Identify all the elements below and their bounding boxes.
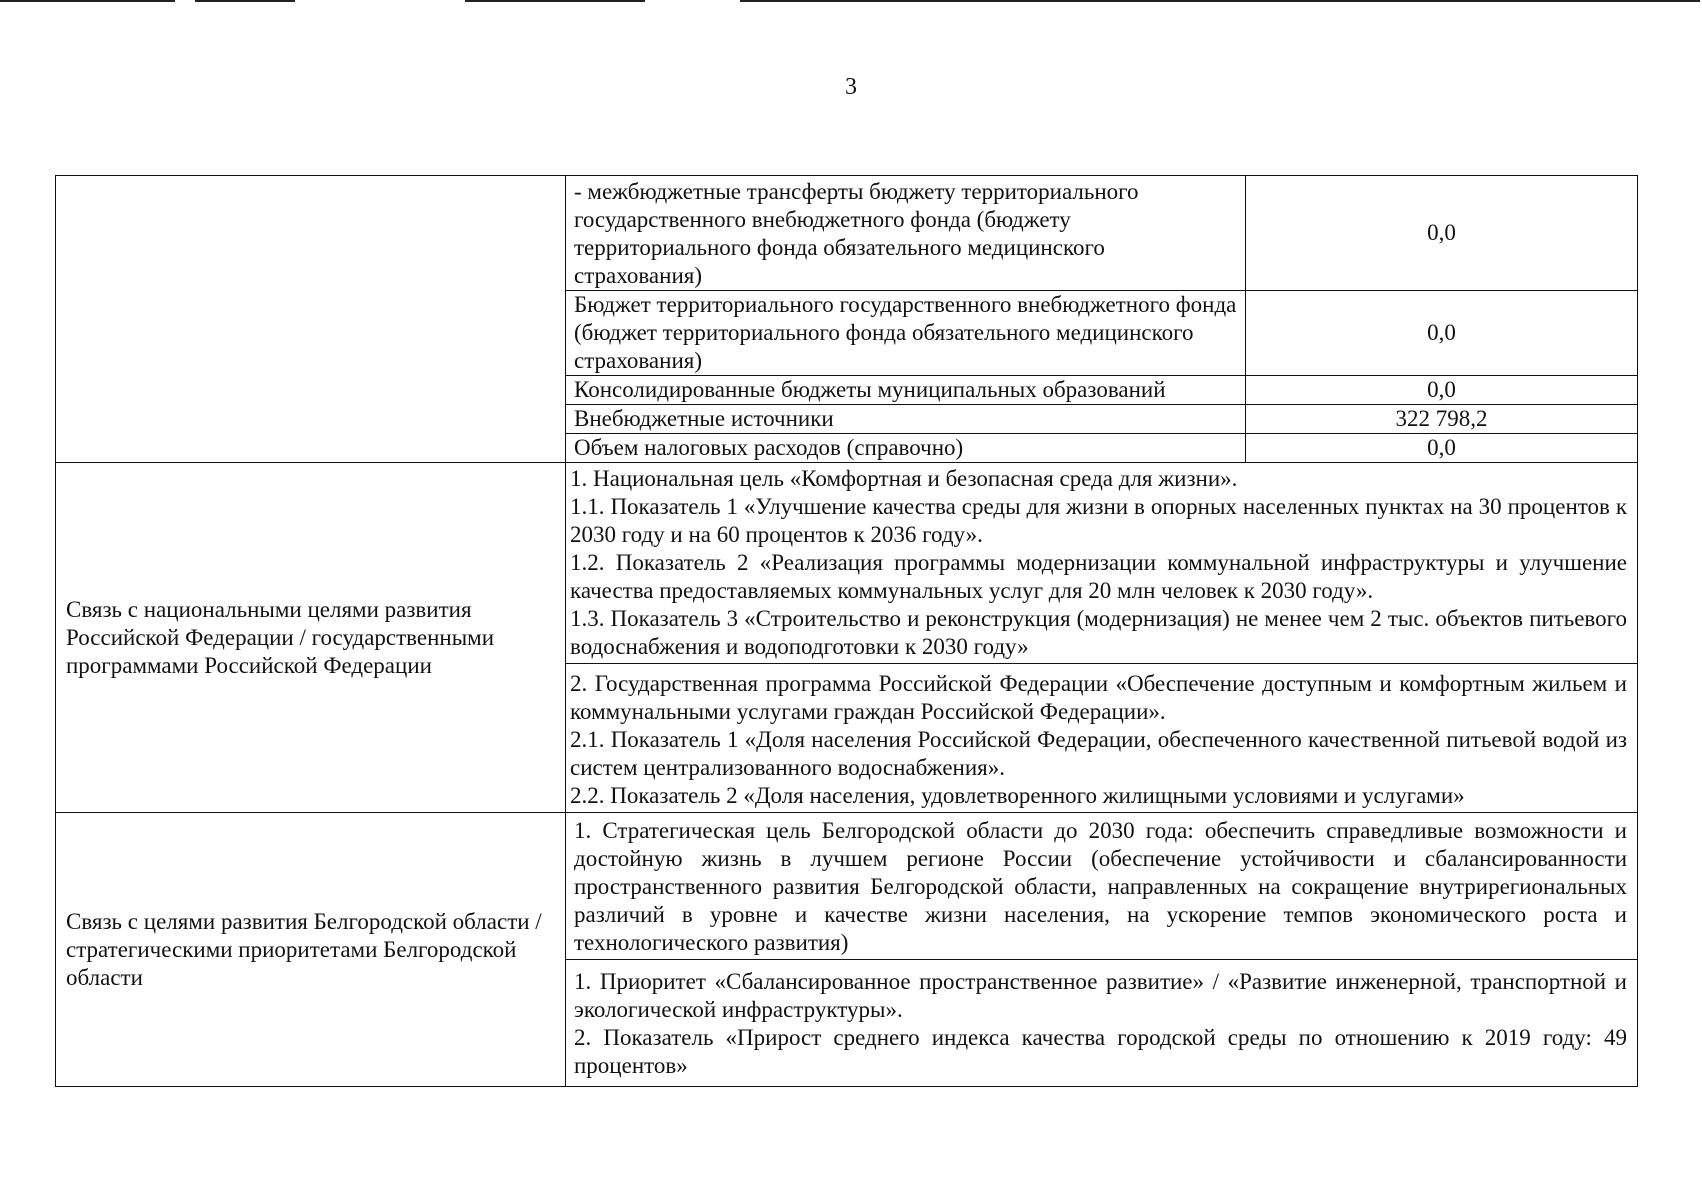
state-program-item: 2. Государственная программа Российской Федерации «Обеспечение доступным и комфортным жильем и коммунальными услугами граждан Российской Федерации». — [570, 671, 1627, 724]
funding-row-label: Бюджет территориального государственного внебюджетного фонда (бюджет территориального фонда обязательного медицинского страхования) — [566, 291, 1246, 376]
regional-priority-item: 2. Показатель «Прирост среднего индекса качества городской среды по отношению к 2019 году: 49 процентов» — [574, 1025, 1627, 1078]
national-goal-item: 1.1. Показатель 1 «Улучшение качества среды для жизни в опорных населенных пунктах на 30 процентов к 2030 году и на 60 процентов к 2036 году». — [570, 494, 1627, 547]
regional-priority-item: 1. Приоритет «Сбалансированное пространственное развитие» / «Развитие инженерной, транспортной и экологической инфраструктуры». — [574, 969, 1627, 1022]
state-program-item: 2.2. Показатель 2 «Доля населения, удовлетворенного жилищными условиями и услугами» — [570, 783, 1465, 808]
national-goals-block-1 — [566, 463, 1638, 664]
scan-edge-line-left — [0, 0, 175, 2]
funding-row-value: 0,0 — [1246, 176, 1638, 291]
national-goal-item: 1.3. Показатель 3 «Строительство и реконструкция (модернизация) не менее чем 2 тыс. объектов питьевого водоснабжения и водоподготовки к 2030 году» — [570, 606, 1627, 659]
regional-goals-block-2 — [566, 960, 1638, 1087]
scan-edge-line-mid-2 — [465, 0, 645, 2]
funding-row-value: 322 798,2 — [1246, 405, 1638, 434]
regional-goals-row-1 — [56, 813, 1638, 960]
regional-goals-block-1 — [566, 813, 1638, 960]
scan-edge-line-mid-1 — [195, 0, 295, 2]
national-goals-label: Связь с национальными целями развития Российской Федерации / государственными программами Российской Федерации — [56, 463, 566, 813]
funding-row — [56, 176, 1638, 291]
national-goals-block-2 — [566, 664, 1638, 813]
funding-row-label: Внебюджетные источники — [566, 405, 1246, 434]
funding-row-value: 0,0 — [1246, 291, 1638, 376]
regional-goal-item: 1. Стратегическая цель Белгородской области до 2030 года: обеспечить справедливые возможности и достойную жизнь в лучшем регионе России (обеспечение устойчивости и сбалансированности пространственного развития Белгородской области, направленных на сокращение внутрирегиональных различий в уровне и качестве жизни населения, на ускорение темпов экономического роста и технологического развития) — [574, 818, 1627, 955]
national-goal-item: 1.2. Показатель 2 «Реализация программы модернизации коммунальной инфраструктуры и улучшение качества предоставляемых коммунальных услуг для 20 млн человек к 2030 году». — [570, 550, 1627, 603]
passport-table — [55, 175, 1638, 1087]
regional-goals-label: Связь с целями развития Белгородской области / стратегическими приоритетами Белгородской области — [56, 813, 566, 1087]
national-goals-row-1 — [56, 463, 1638, 664]
funding-row-label: Консолидированные бюджеты муниципальных образований — [566, 376, 1246, 405]
funding-row-label: Объем налоговых расходов (справочно) — [566, 434, 1246, 463]
funding-left-empty-cell — [56, 176, 566, 463]
funding-row-value: 0,0 — [1246, 434, 1638, 463]
funding-row-value: 0,0 — [1246, 376, 1638, 405]
funding-row-label: - межбюджетные трансферты бюджету территориального государственного внебюджетного фонда (бюджету территориального фонда обязательного медицинского страхования) — [566, 176, 1246, 291]
page-number: 3 — [845, 74, 857, 100]
national-goal-item: 1. Национальная цель «Комфортная и безопасная среда для жизни». — [570, 466, 1238, 491]
scan-edge-line-right — [740, 0, 1700, 2]
state-program-item: 2.1. Показатель 1 «Доля населения Российской Федерации, обеспеченного качественной питьевой водой из систем централизованного водоснабжения». — [570, 727, 1627, 780]
